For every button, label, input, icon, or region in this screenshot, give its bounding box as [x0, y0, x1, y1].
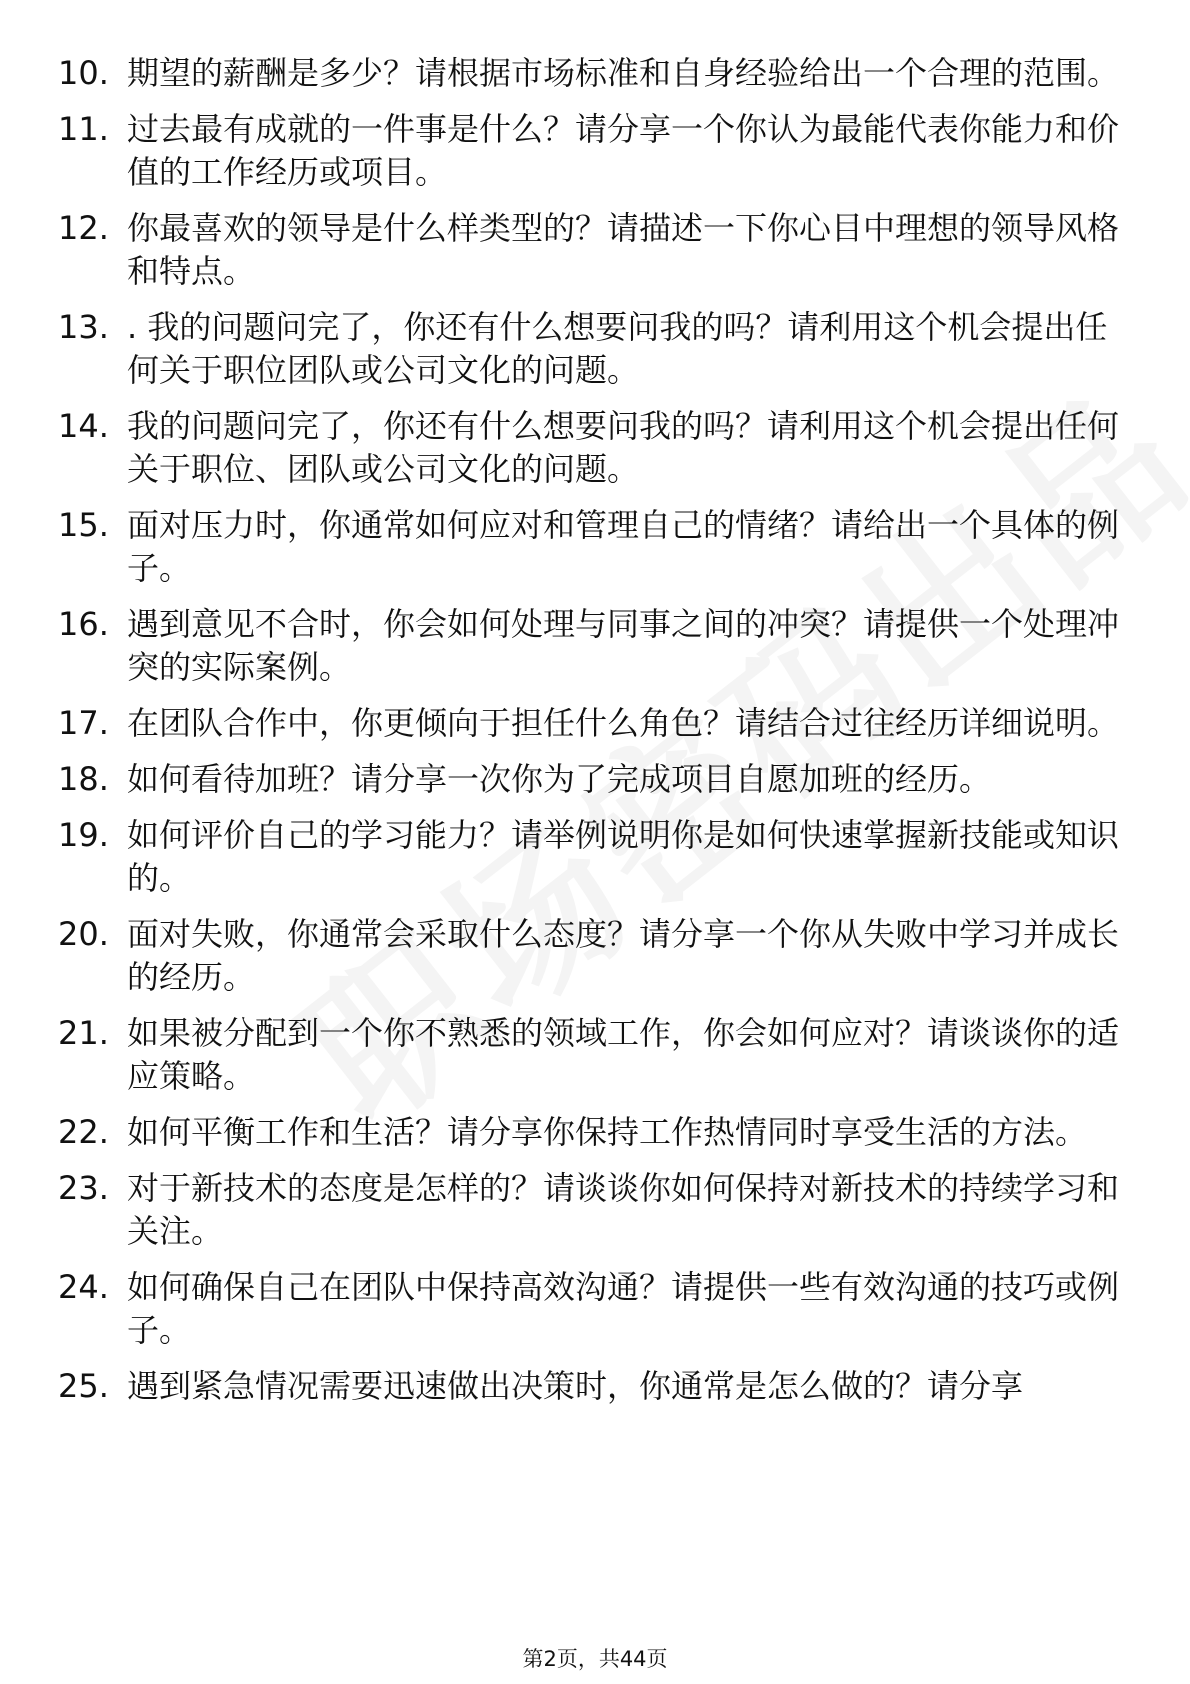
- question-text: 如何平衡工作和生活？请分享你保持工作热情同时享受生活的方法。: [127, 1113, 1088, 1151]
- question-text: 如果被分配到一个你不熟悉的领域工作，你会如何应对？请谈谈你的适应策略。: [127, 1014, 1120, 1095]
- question-number: 13.: [58, 308, 109, 346]
- list-item: [58, 52, 1138, 95]
- question-number: 25.: [58, 1367, 109, 1405]
- question-number: 15.: [58, 506, 109, 544]
- list-item: [58, 603, 1138, 689]
- page-number: 第2页，共44页: [522, 1647, 668, 1671]
- question-number: 19.: [58, 816, 109, 854]
- question-text: . 我的问题问完了，你还有什么想要问我的吗？请利用这个机会提出任何关于职位团队或公司文化的问题。: [127, 308, 1108, 389]
- list-item: [58, 702, 1138, 745]
- question-text: 遇到意见不合时，你会如何处理与同事之间的冲突？请提供一个处理冲突的实际案例。: [127, 605, 1120, 686]
- list-item: [58, 1012, 1138, 1098]
- list-item: [58, 1365, 1138, 1408]
- question-text: 如何评价自己的学习能力？请举例说明你是如何快速掌握新技能或知识的。: [127, 816, 1120, 897]
- question-number: 17.: [58, 704, 109, 742]
- list-item: [58, 207, 1138, 293]
- list-item: [58, 1111, 1138, 1154]
- list-item: [58, 913, 1138, 999]
- question-number: 20.: [58, 915, 109, 953]
- question-text: 期望的薪酬是多少？请根据市场标准和自身经验给出一个合理的范围。: [127, 54, 1120, 92]
- question-number: 12.: [58, 209, 109, 247]
- question-text: 如何确保自己在团队中保持高效沟通？请提供一些有效沟通的技巧或例子。: [127, 1268, 1120, 1349]
- question-number: 16.: [58, 605, 109, 643]
- question-text: 你最喜欢的领导是什么样类型的？请描述一下你心目中理想的领导风格和特点。: [127, 209, 1120, 290]
- question-number: 21.: [58, 1014, 109, 1052]
- question-text: 面对压力时，你通常如何应对和管理自己的情绪？请给出一个具体的例子。: [127, 506, 1120, 587]
- list-item: [58, 814, 1138, 900]
- question-number: 11.: [58, 110, 109, 148]
- question-number: 23.: [58, 1169, 109, 1207]
- list-item: [58, 758, 1138, 801]
- question-number: 10.: [58, 54, 109, 92]
- question-number: 22.: [58, 1113, 109, 1151]
- list-item: [58, 306, 1138, 392]
- question-number: 24.: [58, 1268, 109, 1306]
- question-number: 18.: [58, 760, 109, 798]
- question-text: 在团队合作中，你更倾向于担任什么角色？请结合过往经历详细说明。: [127, 704, 1120, 742]
- question-text: 如何看待加班？请分享一次你为了完成项目自愿加班的经历。: [127, 760, 992, 798]
- question-text: 面对失败，你通常会采取什么态度？请分享一个你从失败中学习并成长的经历。: [127, 915, 1120, 996]
- list-item: [58, 1266, 1138, 1352]
- page-footer: [0, 1644, 1190, 1674]
- list-item: [58, 1167, 1138, 1253]
- question-text: 遇到紧急情况需要迅速做出决策时，你通常是怎么做的？请分享: [127, 1367, 1024, 1405]
- question-list: [58, 52, 1138, 1421]
- list-item: [58, 504, 1138, 590]
- question-number: 14.: [58, 407, 109, 445]
- list-item: [58, 405, 1138, 491]
- question-text: 对于新技术的态度是怎样的？请谈谈你如何保持对新技术的持续学习和关注。: [127, 1169, 1120, 1250]
- question-text: 过去最有成就的一件事是什么？请分享一个你认为最能代表你能力和价值的工作经历或项目。: [127, 110, 1120, 191]
- question-text: 我的问题问完了，你还有什么想要问我的吗？请利用这个机会提出任何关于职位、团队或公司文化的问题。: [127, 407, 1120, 488]
- list-item: [58, 108, 1138, 194]
